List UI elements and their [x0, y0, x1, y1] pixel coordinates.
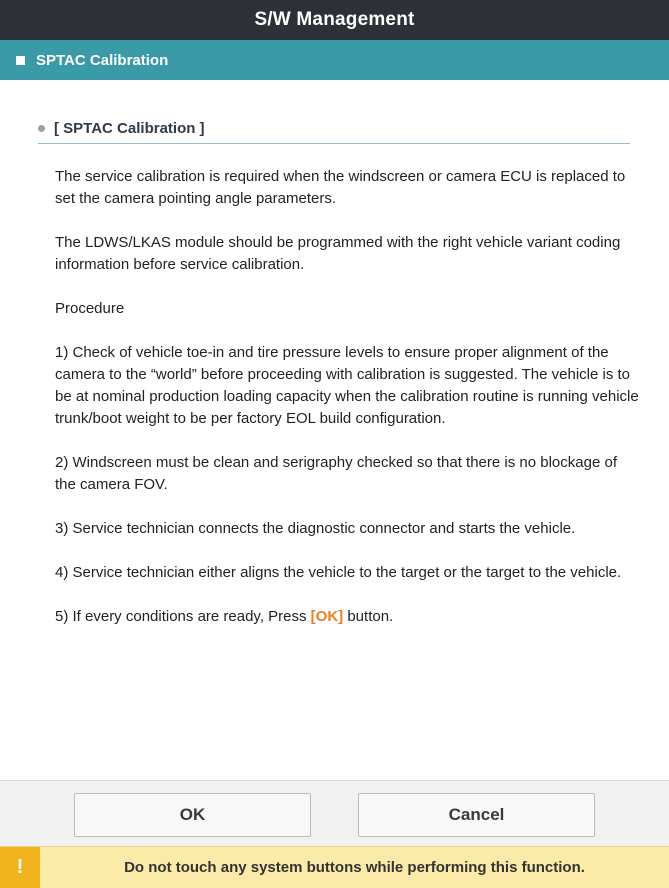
paragraph-step-2: 2) Windscreen must be clean and serigraphy checked so that there is no blockage of the camera FOV. [55, 454, 617, 493]
warning-icon: ! [0, 847, 40, 888]
warning-text: Do not touch any system buttons while performing this function. [124, 859, 585, 876]
content-panel [0, 80, 669, 780]
paragraph-step-4: 4) Service technician either aligns the vehicle to the target or the target to the vehicle. [55, 564, 622, 581]
paragraph-step-1: 1) Check of vehicle toe-in and tire pressure levels to ensure proper alignment of the camera to the “world” before proceeding with calibration is suggested. The vehicle is to be at nominal production loading capacity when the calibration routine is running vehicle trunk/boot weight to be per factory EOL build configuration. [55, 344, 639, 427]
step-5-prefix: 5) If every conditions are ready, Press [55, 608, 311, 625]
heading-divider [38, 143, 630, 144]
window-title-bar [0, 0, 669, 40]
paragraph-coding: The LDWS/LKAS module should be programmed with the right vehicle variant coding information before service calibration. [55, 234, 621, 273]
paragraph-procedure-title: Procedure [55, 300, 125, 317]
section-bar-label: SPTAC Calibration [36, 51, 169, 69]
bullet-dot-icon [38, 125, 45, 132]
step-5-suffix: button. [343, 608, 394, 625]
paragraph-step-5 [55, 606, 640, 628]
section-heading-text: [ SPTAC Calibration ] [54, 120, 205, 137]
cancel-button[interactable]: Cancel [358, 793, 595, 837]
section-bar [0, 40, 669, 80]
paragraph-intro: The service calibration is required when the windscreen or camera ECU is replaced to set the camera pointing angle parameters. [55, 168, 626, 207]
ok-button[interactable]: OK [74, 793, 311, 837]
instructions-text [55, 166, 640, 650]
paragraph-step-3: 3) Service technician connects the diagnostic connector and starts the vehicle. [55, 520, 576, 537]
window-title: S/W Management [254, 9, 415, 30]
section-heading [38, 120, 205, 137]
warning-banner [0, 846, 669, 888]
square-bullet-icon [16, 56, 25, 65]
button-footer [0, 780, 669, 846]
ok-reference: [OK] [310, 608, 344, 625]
